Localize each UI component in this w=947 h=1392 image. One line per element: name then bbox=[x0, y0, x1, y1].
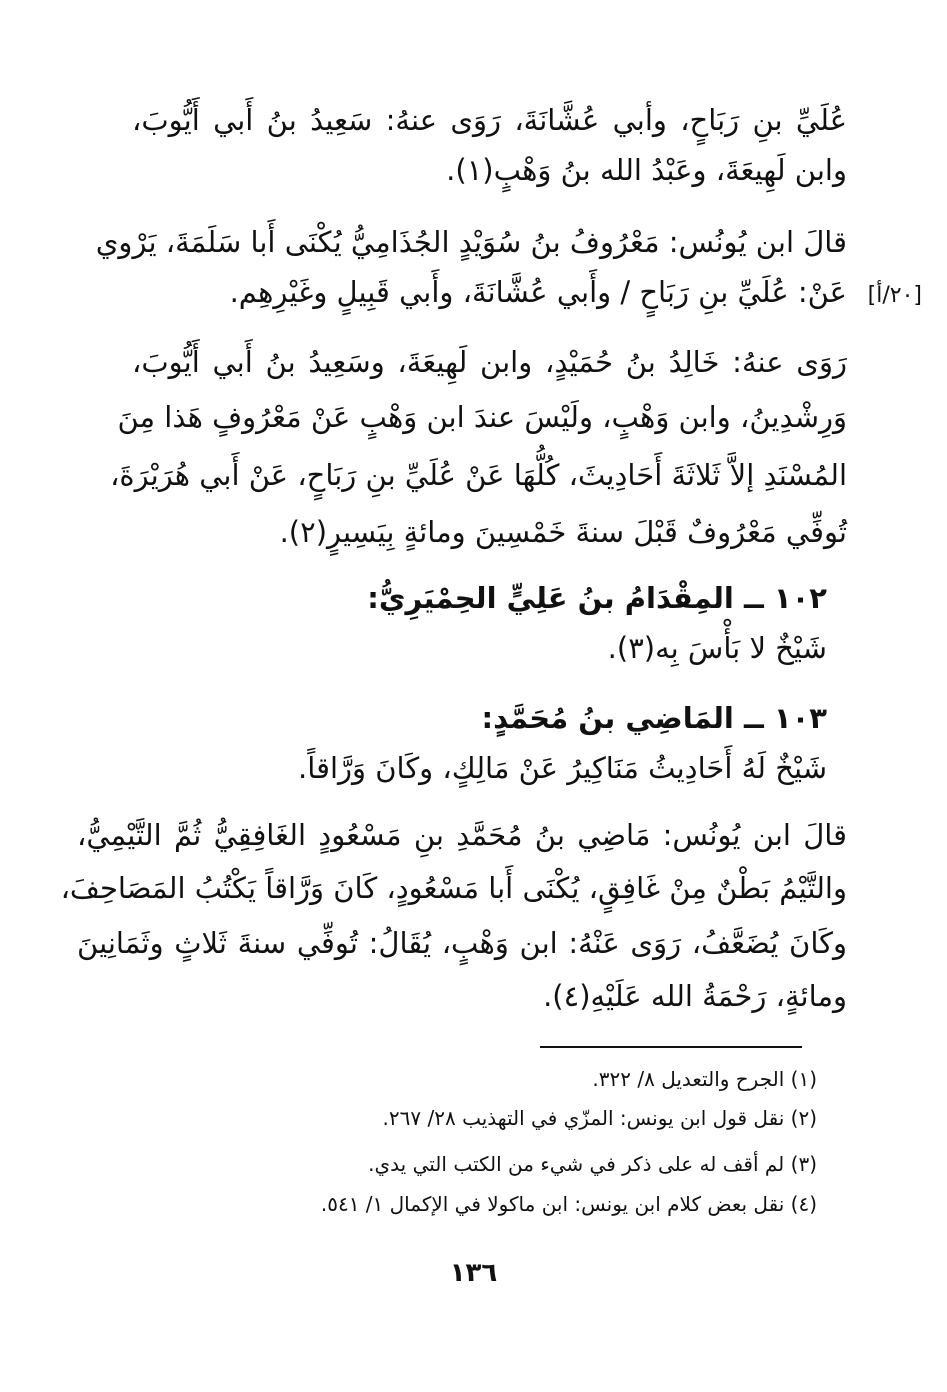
text-line-13: قالَ ابن يُونُس: مَاضِي بنُ مُحَمَّدِ بنِ مَسْعُودٍ الغَافِقِيُّ ثُمَّ التَّيْمِيُّ، bbox=[77, 818, 847, 852]
entry-text-102: شَيْخٌ لا بَأْسَ بِه(٣). bbox=[607, 631, 827, 665]
footnote-4: (٤) نقل بعض كلام ابن يونس: ابن ماكولا في الإكمال ١/ ٥٤١. bbox=[320, 1192, 817, 1216]
text-line-14: والتَّيْمُ بَطْنٌ مِنْ غَافِقٍ، يُكْنَى أَبا مَسْعُودٍ، كَانَ وَرَّاقاً يَكْتُبُ المَصَاحِفَ، bbox=[60, 871, 847, 905]
text-line-3: قالَ ابن يُونُس: مَعْرُوفُ بنُ سُوَيْدٍ الجُذَامِيُّ يُكْنَى أَبا سَلَمَةَ، يَرْوي bbox=[95, 225, 847, 259]
text-line-5: رَوَى عنهُ: خَالِدُ بنُ حُمَيْدٍ، وابن لَهِيعَةَ، وسَعِيدُ بنُ أَبي أَيُّوبَ، bbox=[132, 345, 847, 379]
text-line-6: وَرِشْدِينُ، وابن وَهْبٍ، ولَيْسَ عندَ ابن وَهْبٍ عَنْ مَعْرُوفٍ هَذا مِنَ bbox=[117, 400, 847, 434]
page-number: ١٣٦ bbox=[449, 1258, 498, 1288]
footnote-2: (٢) نقل قول ابن يونس: المزّي في التهذيب ٢٨/ ٢٦٧. bbox=[382, 1106, 817, 1130]
footnote-1: (١) الجرح والتعديل ٨/ ٣٢٢. bbox=[592, 1067, 817, 1091]
entry-heading-102: ١٠٢ ــ المِقْدَامُ بنُ عَلِيٍّ الحِمْيَرِيُّ: bbox=[367, 581, 827, 615]
folio-margin-ref: [٢٠/أ] bbox=[867, 283, 922, 308]
text-line-1: عُلَيِّ بنِ رَبَاحٍ، وأبي عُشَّانَةَ، رَوَى عنهُ: سَعِيدُ بنُ أَبي أَيُّوبَ، bbox=[132, 103, 847, 137]
text-line-8: تُوفِّي مَعْرُوفٌ قَبْلَ سنةَ خَمْسِينَ ومائةٍ بِيَسِيرٍ(٢). bbox=[279, 515, 847, 549]
text-line-4: عَنْ: عُلَيِّ بنِ رَبَاحٍ / وأَبي عُشَّانَةَ، وأَبي قَبِيلٍ وغَيْرِهِم. bbox=[229, 275, 847, 309]
text-line-16: ومائةٍ، رَحْمَةُ الله عَلَيْهِ(٤). bbox=[543, 979, 847, 1013]
text-line-15: وكَانَ يُضَعَّفُ، رَوَى عَنْهُ: ابن وَهْبٍ، يُقَالُ: تُوفِّي سنةَ ثَلاثٍ وثَمَانِينَ bbox=[77, 926, 847, 960]
text-line-2: وابن لَهِيعَةَ، وعَبْدُ الله بنُ وَهْبٍ(١). bbox=[446, 153, 847, 187]
entry-text-103: شَيْخٌ لَهُ أَحَادِيثُ مَنَاكِيرُ عَنْ مَالِكٍ، وكَانَ وَرَّاقاً. bbox=[298, 751, 827, 785]
text-line-7: المُسْنَدِ إلاَّ ثَلاثَةَ أَحَادِيثَ، كُلُّهَا عَنْ عُلَيِّ بنِ رَبَاحٍ، عَنْ أَبي هُرَيْرَةَ، bbox=[110, 458, 847, 492]
footnote-separator bbox=[540, 1046, 802, 1048]
entry-heading-103: ١٠٣ ــ المَاضِي بنُ مُحَمَّدٍ: bbox=[481, 701, 827, 735]
footnote-3: (٣) لم أقف له على ذكر في شيء من الكتب التي يدي. bbox=[368, 1152, 817, 1176]
